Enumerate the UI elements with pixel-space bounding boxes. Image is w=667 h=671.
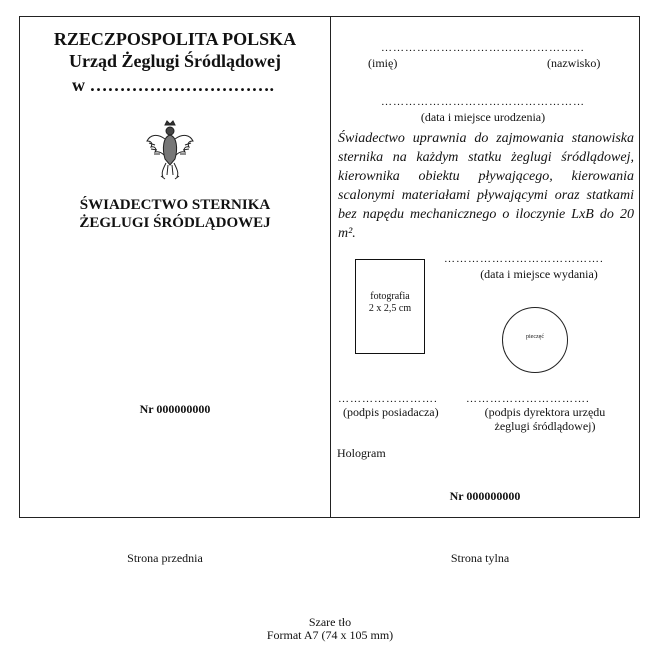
name-dotted-line: …………………………………………… [381,42,585,54]
entitlement-text: Świadectwo uprawnia do zajmowania stanowiska sternika na każdym statku żeglugi śródlądowej, kierownika obiektu pływającego, kierowania scalonymi materiałami pływającymi oraz statkami bez napędu mechanicznego o iloczynie LxB do 20 m². [338,131,634,241]
stamp-circle [502,307,568,373]
page-divider [330,16,331,518]
front-certificate-number: Nr 000000000 [139,402,211,416]
format-note: Format A7 (74 x 105 mm) [266,628,394,642]
hologram-label: Hologram [337,446,386,460]
back-certificate-number: Nr 000000000 [449,489,521,503]
certificate-title-line2: ŻEGLUGI ŚRÓDLĄDOWEJ [79,215,271,231]
front-side-caption: Strona przednia [127,551,203,565]
first-name-label: (imię) [368,56,398,70]
issue-dotted-line: …………………………………. [444,253,604,265]
holder-signature-dotted-line: ……………………. [338,393,438,405]
photo-label-line2: 2 x 2,5 cm [368,303,412,314]
office-name: Urząd Żeglugi Śródlądowej [68,51,281,71]
background-note: Szare tło [308,615,352,629]
birth-dotted-line: …………………………………………… [381,96,585,108]
issue-label: (data i miejsce wydania) [480,267,598,281]
director-signature-label-line2: żeglugi śródlądowej) [494,419,596,433]
photo-label-line1: fotografia [370,291,410,302]
certificate-title-line1: ŚWIADECTWO STERNIKA [79,197,271,213]
director-signature-label-line1: (podpis dyrektora urzędu [484,405,606,419]
back-side-caption: Strona tylna [450,551,510,565]
country-name: RZECZPOSPOLITA POLSKA [53,29,297,49]
office-location-line: w …………………………. [72,75,274,95]
director-signature-dotted-line: …………………………. [466,393,590,405]
polish-eagle-emblem-icon [145,119,195,181]
stamp-label: pieczęć [526,334,544,340]
birth-label: (data i miejsce urodzenia) [420,110,546,124]
holder-signature-label: (podpis posiadacza) [343,405,439,419]
surname-label: (nazwisko) [547,56,601,70]
